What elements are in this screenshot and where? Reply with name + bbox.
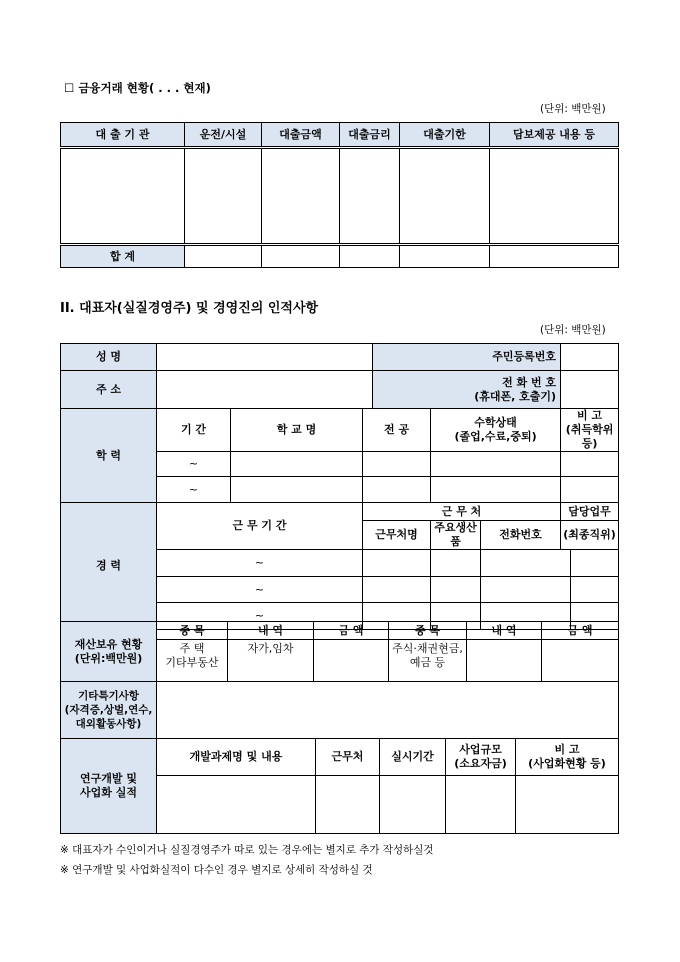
edu-school-cell[interactable] (231, 452, 363, 477)
total-cell[interactable] (400, 245, 490, 268)
phone-label: 전 화 번 호 (502, 375, 557, 389)
career-period-cell[interactable]: ~ (157, 577, 363, 603)
asset-type-header-2: 종 목 (389, 622, 467, 640)
edu-note-header: 비 고 (577, 409, 603, 422)
asset-table (60, 621, 619, 682)
address-label: 주 소 (61, 371, 157, 409)
type-cell[interactable] (185, 148, 262, 245)
career-company-cell[interactable] (363, 577, 431, 603)
career-company-cell[interactable] (363, 550, 431, 577)
asset-securities: 주식·채권현금, (392, 642, 463, 655)
rnd-period-cell[interactable] (380, 776, 446, 834)
other-label: 기타특기사항 (78, 690, 139, 702)
section1-unit: (단위: 백만원) (540, 103, 606, 115)
section2-unit: (단위: 백만원) (540, 324, 606, 336)
career-product-cell[interactable] (431, 577, 481, 603)
career-duty-header: 담당업무 (561, 503, 619, 521)
note-1: ※ 대표자가 수인이거나 실질경영주가 따로 있는 경우에는 별지로 추가 작성하실것 (60, 844, 434, 856)
asset-sub: (단위:백만원) (74, 651, 143, 665)
deadline-cell[interactable] (400, 148, 490, 245)
career-company-header: 근무처명 (363, 521, 431, 550)
rnd-company-header: 근무처 (316, 739, 380, 776)
rnd-label: 연구개발 및 (80, 772, 137, 785)
address-field[interactable] (157, 371, 373, 409)
career-phone-cell[interactable] (481, 577, 571, 603)
lender-cell[interactable] (61, 148, 185, 245)
career-work-header: 근 무 처 (363, 503, 561, 521)
name-field[interactable] (157, 344, 373, 371)
header-collateral: 담보제공 내용 등 (490, 123, 619, 148)
asset-detail-header-2: 내 역 (467, 622, 542, 640)
career-period-header: 근 무 기 간 (157, 503, 363, 550)
total-cell[interactable] (262, 245, 340, 268)
edu-period-cell[interactable]: ~ (157, 477, 231, 503)
asset-other-realestate: 기타부동산 (165, 656, 219, 669)
edu-major-cell[interactable] (363, 452, 431, 477)
career-product-cell[interactable] (431, 550, 481, 577)
asset-type-header: 종 목 (157, 622, 228, 640)
edu-status-cell[interactable] (431, 452, 561, 477)
profile-table (60, 343, 619, 630)
total-label: 합 계 (61, 245, 185, 268)
rnd-sub: 사업화 실적 (80, 786, 137, 799)
edu-period-cell[interactable]: ~ (157, 452, 231, 477)
edu-note-cell[interactable] (561, 477, 619, 503)
edu-period-header: 기 간 (157, 409, 231, 452)
edu-status-sub: (졸업,수료,중퇴) (454, 430, 537, 443)
edu-status-header: 수학상태 (474, 416, 517, 429)
asset-label: 재산보유 현황 (74, 637, 143, 651)
header-type: 운전/시설 (185, 123, 262, 148)
rnd-company-cell[interactable] (316, 776, 380, 834)
edu-major-cell[interactable] (363, 477, 431, 503)
edu-major-header: 전 공 (363, 409, 431, 452)
phone-sub: (휴대폰, 호출기) (474, 389, 557, 403)
other-sub-1: (자격증,상벌,연수, (64, 704, 153, 716)
career-duty-sub: (최종직위) (561, 521, 619, 550)
career-duty-cell[interactable] (571, 577, 619, 603)
total-cell[interactable] (340, 245, 400, 268)
rnd-scale-cell[interactable] (446, 776, 516, 834)
section2-title: II. 대표자(실질경영주) 및 경영진의 인적사항 (60, 301, 319, 316)
other-field[interactable] (157, 682, 619, 739)
asset-amount-header: 금 액 (314, 622, 389, 640)
asset-amount-cell[interactable] (542, 640, 619, 682)
rnd-project-header: 개발과제명 및 내용 (157, 739, 316, 776)
career-label: 경 력 (61, 503, 157, 630)
header-lender: 대 출 기 관 (61, 123, 185, 148)
total-cell[interactable] (490, 245, 619, 268)
edu-school-cell[interactable] (231, 477, 363, 503)
asset-amount-cell[interactable] (314, 640, 389, 682)
edu-status-cell[interactable] (431, 477, 561, 503)
amount-cell[interactable] (262, 148, 340, 245)
asset-amount-header-2: 금 액 (542, 622, 619, 640)
asset-deposits: 예금 등 (409, 656, 446, 669)
collateral-cell[interactable] (490, 148, 619, 245)
asset-housing: 주 택 (179, 642, 205, 655)
career-phone-header: 전화번호 (481, 521, 561, 550)
phone-field[interactable] (561, 371, 619, 409)
asset-detail-cell[interactable] (467, 640, 542, 682)
name-label: 성 명 (61, 344, 157, 371)
rnd-scale-sub: (소요자금) (454, 757, 507, 770)
note-2: ※ 연구개발 및 사업화실적이 다수인 경우 별지로 상세히 작성하실 것 (60, 864, 373, 876)
other-table (60, 681, 619, 739)
loan-table (60, 122, 619, 268)
rnd-period-header: 실시기간 (380, 739, 446, 776)
header-rate: 대출금리 (340, 123, 400, 148)
rrn-label: 주민등록번호 (373, 344, 561, 371)
edu-note-cell[interactable] (561, 452, 619, 477)
career-period-cell[interactable]: ~ (157, 550, 363, 577)
rnd-note-cell[interactable] (516, 776, 619, 834)
asset-detail-header: 내 역 (228, 622, 314, 640)
asset-housing-detail[interactable]: 자가,임차 (228, 640, 314, 682)
career-duty-cell[interactable] (571, 550, 619, 577)
rnd-note-sub: (사업화현황 등) (528, 757, 606, 770)
rnd-table (60, 738, 619, 834)
career-phone-cell[interactable] (481, 550, 571, 577)
edu-school-header: 학 교 명 (231, 409, 363, 452)
career-period-cell[interactable]: ~ (157, 603, 363, 630)
header-amount: 대출금액 (262, 123, 340, 148)
edu-note-sub: (취득학위 등) (565, 423, 614, 450)
education-label: 학 력 (61, 409, 157, 503)
rnd-project-cell[interactable] (157, 776, 316, 834)
other-sub-2: 대외활동사항) (75, 718, 142, 730)
career-product-header: 주요생산품 (431, 521, 481, 550)
rate-cell[interactable] (340, 148, 400, 245)
rnd-scale-header: 사업규모 (459, 743, 502, 756)
section1-title: ☐ 금융거래 현황( . . . 현재) (64, 81, 211, 95)
header-deadline: 대출기한 (400, 123, 490, 148)
rnd-note-header: 비 고 (554, 743, 580, 756)
total-cell[interactable] (185, 245, 262, 268)
rrn-field[interactable] (561, 344, 619, 371)
